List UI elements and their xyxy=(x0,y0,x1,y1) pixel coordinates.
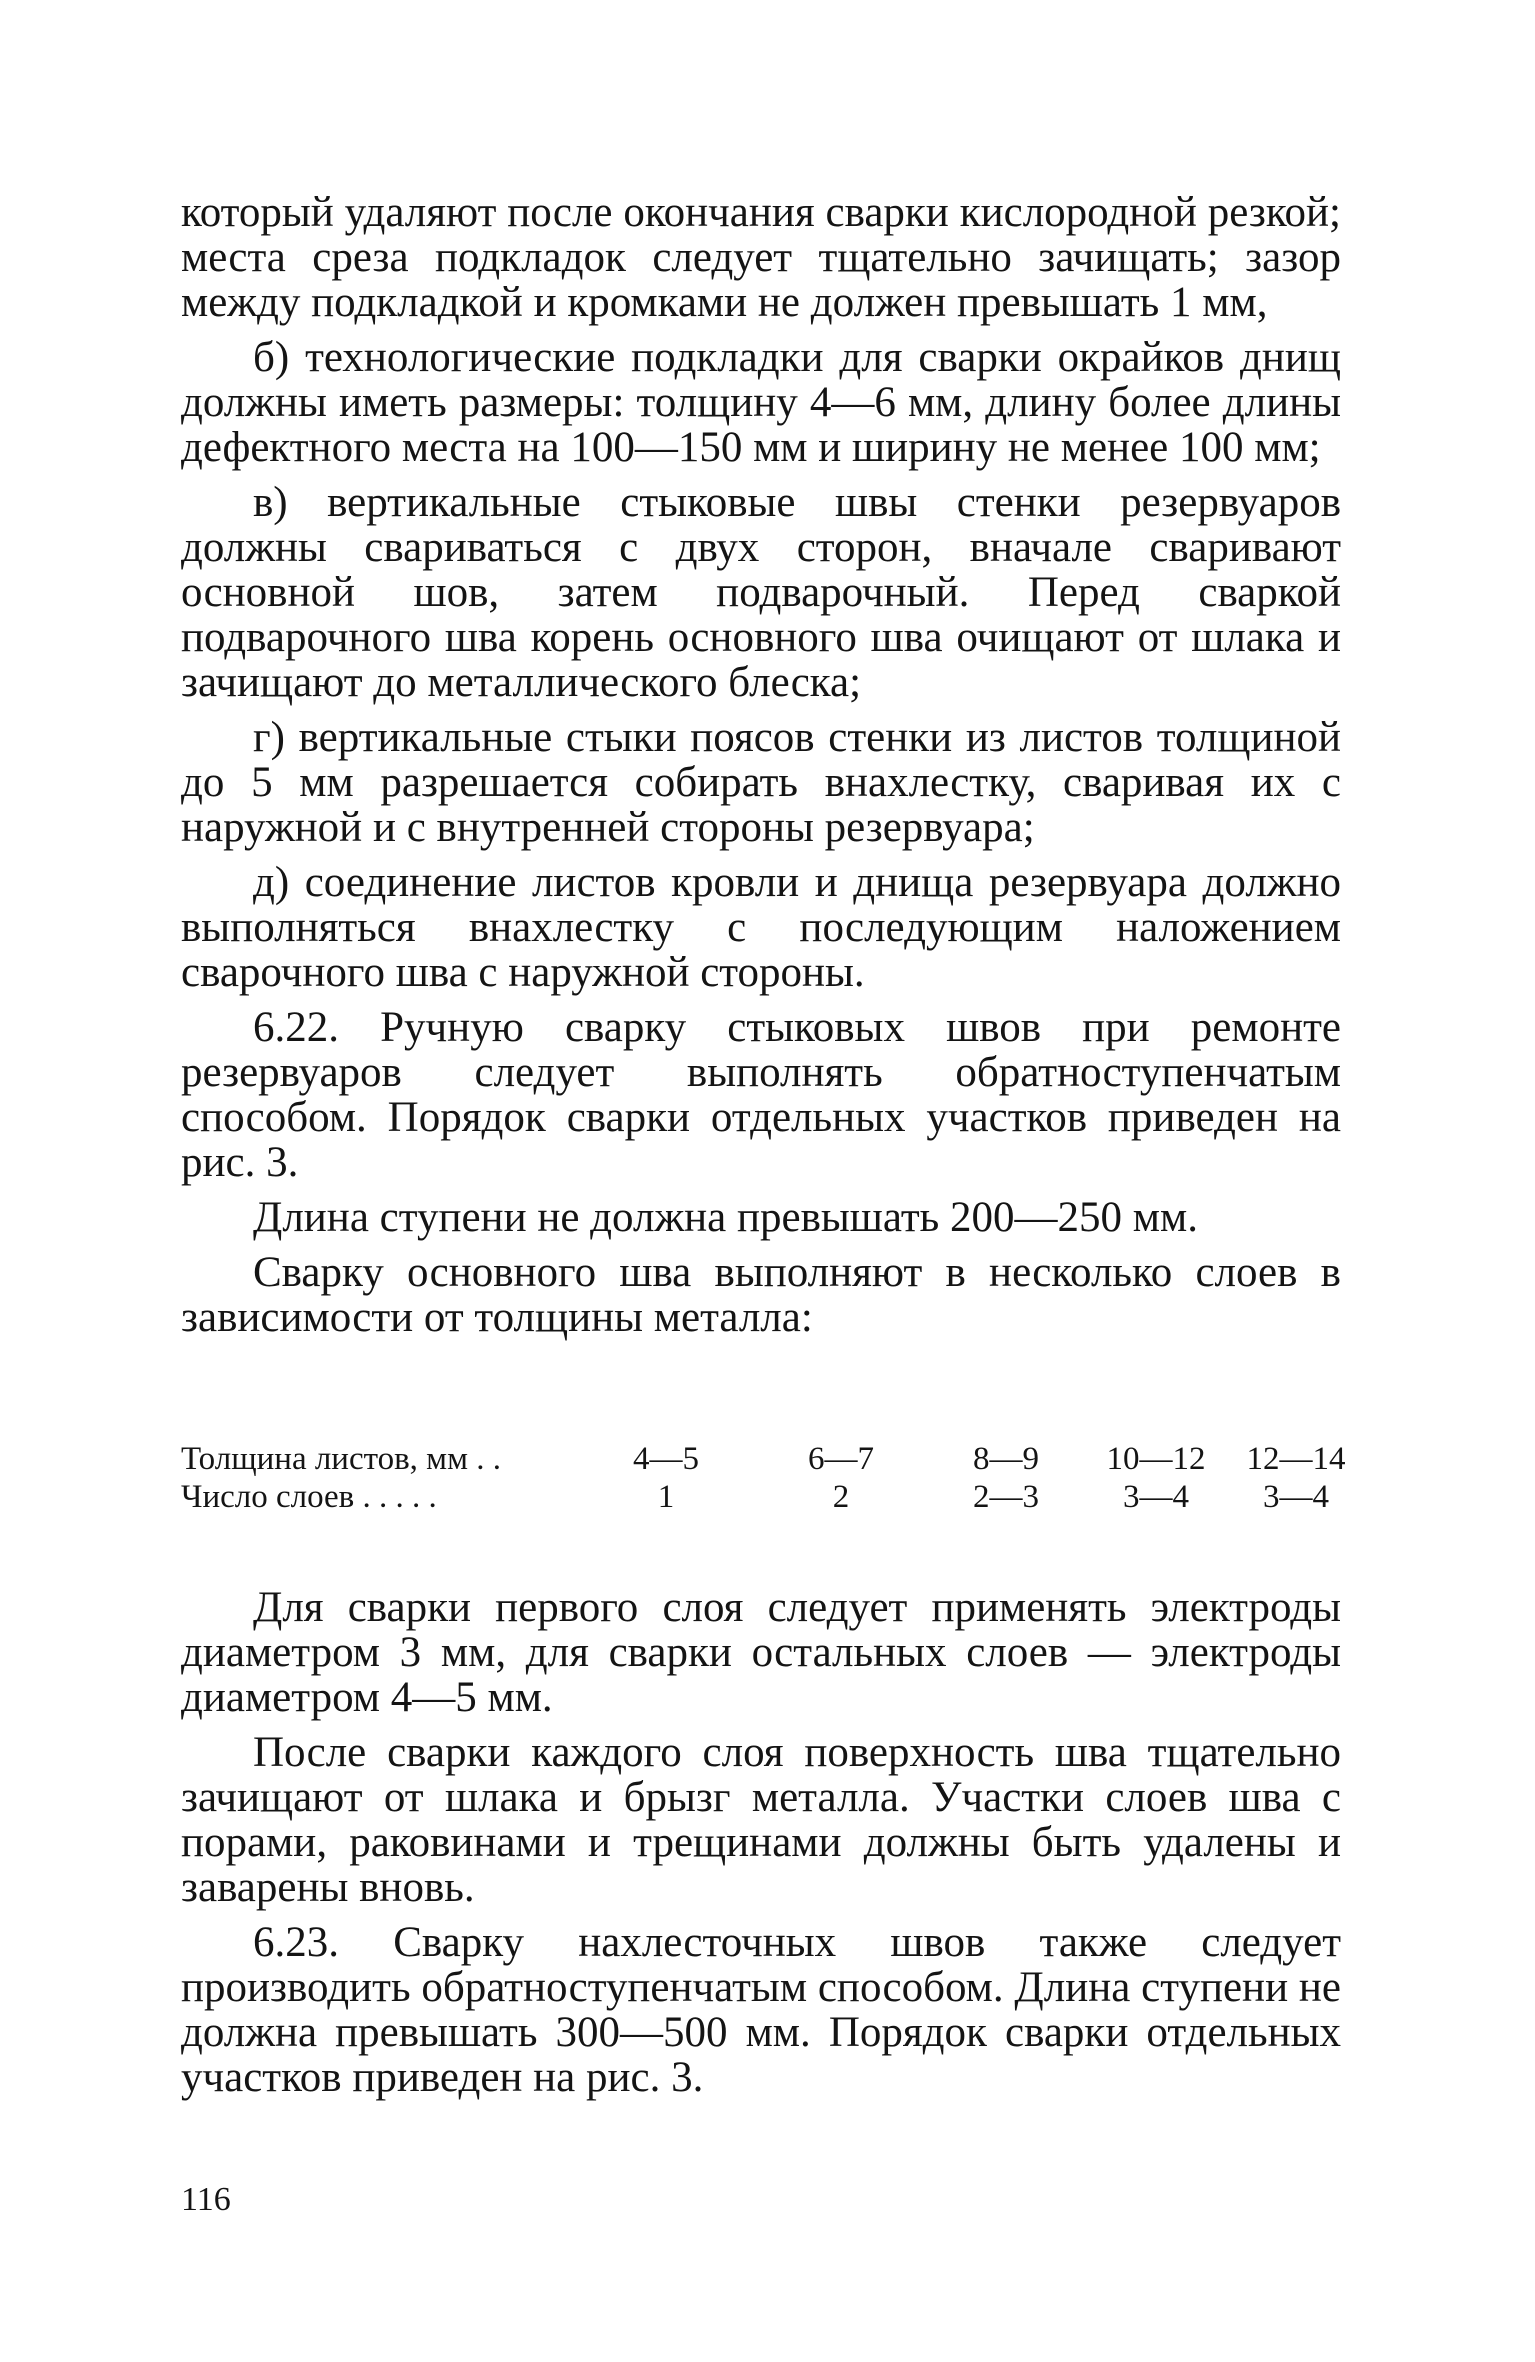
paragraph-6-22: 6.22. Ручную сварку стыковых швов при ремонте резервуаров следует выполнять обратноступенчатым способом. Порядок сварки отдельных участков приведен на рис. 3. xyxy=(181,1004,1341,1186)
paragraph-6-23: 6.23. Сварку нахлесточных швов также следует производить обратноступенчатым способом. Длина ступени не должна превышать 300—500 мм. Порядок сварки отдельных участков приведен на рис. 3. xyxy=(181,1919,1341,2101)
body-text-top xyxy=(181,190,1341,1350)
body-text-bottom xyxy=(181,1585,1341,2110)
table-cell: 2—3 xyxy=(973,1479,1039,1515)
paragraph-electrodes: Для сварки первого слоя следует применять электроды диаметром 3 мм, для сварки остальных слоев — электроды диаметром 4—5 мм. xyxy=(181,1584,1341,1721)
layers-table xyxy=(181,1440,1346,1516)
table-row-thickness xyxy=(181,1440,1346,1478)
paragraph-item-d: д) соединение листов кровли и днища резервуара должно выполняться внахлестку с последующим наложением сварочного шва с наружной стороны. xyxy=(181,859,1341,996)
table-cell: 3—4 xyxy=(1123,1479,1189,1515)
table-row-layers xyxy=(181,1478,1341,1516)
row-label-thickness: Толщина листов, мм . . xyxy=(181,1441,501,1477)
table-cell: 6—7 xyxy=(808,1441,874,1477)
row-label-layers: Число слоев . . . . . xyxy=(181,1479,437,1515)
table-cell: 10—12 xyxy=(1106,1441,1206,1477)
table-cell: 4—5 xyxy=(633,1441,699,1477)
table-cell: 3—4 xyxy=(1263,1479,1329,1515)
table-cell: 8—9 xyxy=(973,1441,1039,1477)
paragraph-item-b: б) технологические подкладки для сварки окрайков днищ должны иметь размеры: толщину 4—6 мм, длину более длины дефектного места на 100—150 мм и ширину не менее 100 мм; xyxy=(181,334,1341,471)
page-number: 116 xyxy=(181,2181,231,2218)
paragraph-cleaning: После сварки каждого слоя поверхность шва тщательно зачищают от шлака и брызг металла. Участки слоев шва с порами, раковинами и трещинами должны быть удалены и заварены вновь. xyxy=(181,1729,1341,1911)
paragraph-step-length: Длина ступени не должна превышать 200—250 мм. xyxy=(253,1194,1198,1241)
table-cell: 1 xyxy=(657,1479,675,1515)
table-cell: 12—14 xyxy=(1246,1441,1346,1477)
table-cell: 2 xyxy=(832,1479,850,1515)
paragraph-layers-intro: Сварку основного шва выполняют в несколько слоев в зависимости от толщины металла: xyxy=(181,1249,1341,1341)
paragraph-continuation: который удаляют после окончания сварки кислородной резкой; места среза подкладок следует тщательно зачищать; зазор между подкладкой и кромками не должен превышать 1 мм, xyxy=(181,189,1341,326)
paragraph-item-v: в) вертикальные стыковые швы стенки резервуаров должны свариваться с двух сторон, вначале сваривают основной шов, затем подварочный. Перед сваркой подварочного шва корень основного шва очищают от шлака и зачищают до металлического блеска; xyxy=(181,479,1341,706)
paragraph-item-g: г) вертикальные стыки поясов стенки из листов толщиной до 5 мм разрешается собирать внахлестку, сваривая их с наружной и с внутренней стороны резервуара; xyxy=(181,714,1341,851)
